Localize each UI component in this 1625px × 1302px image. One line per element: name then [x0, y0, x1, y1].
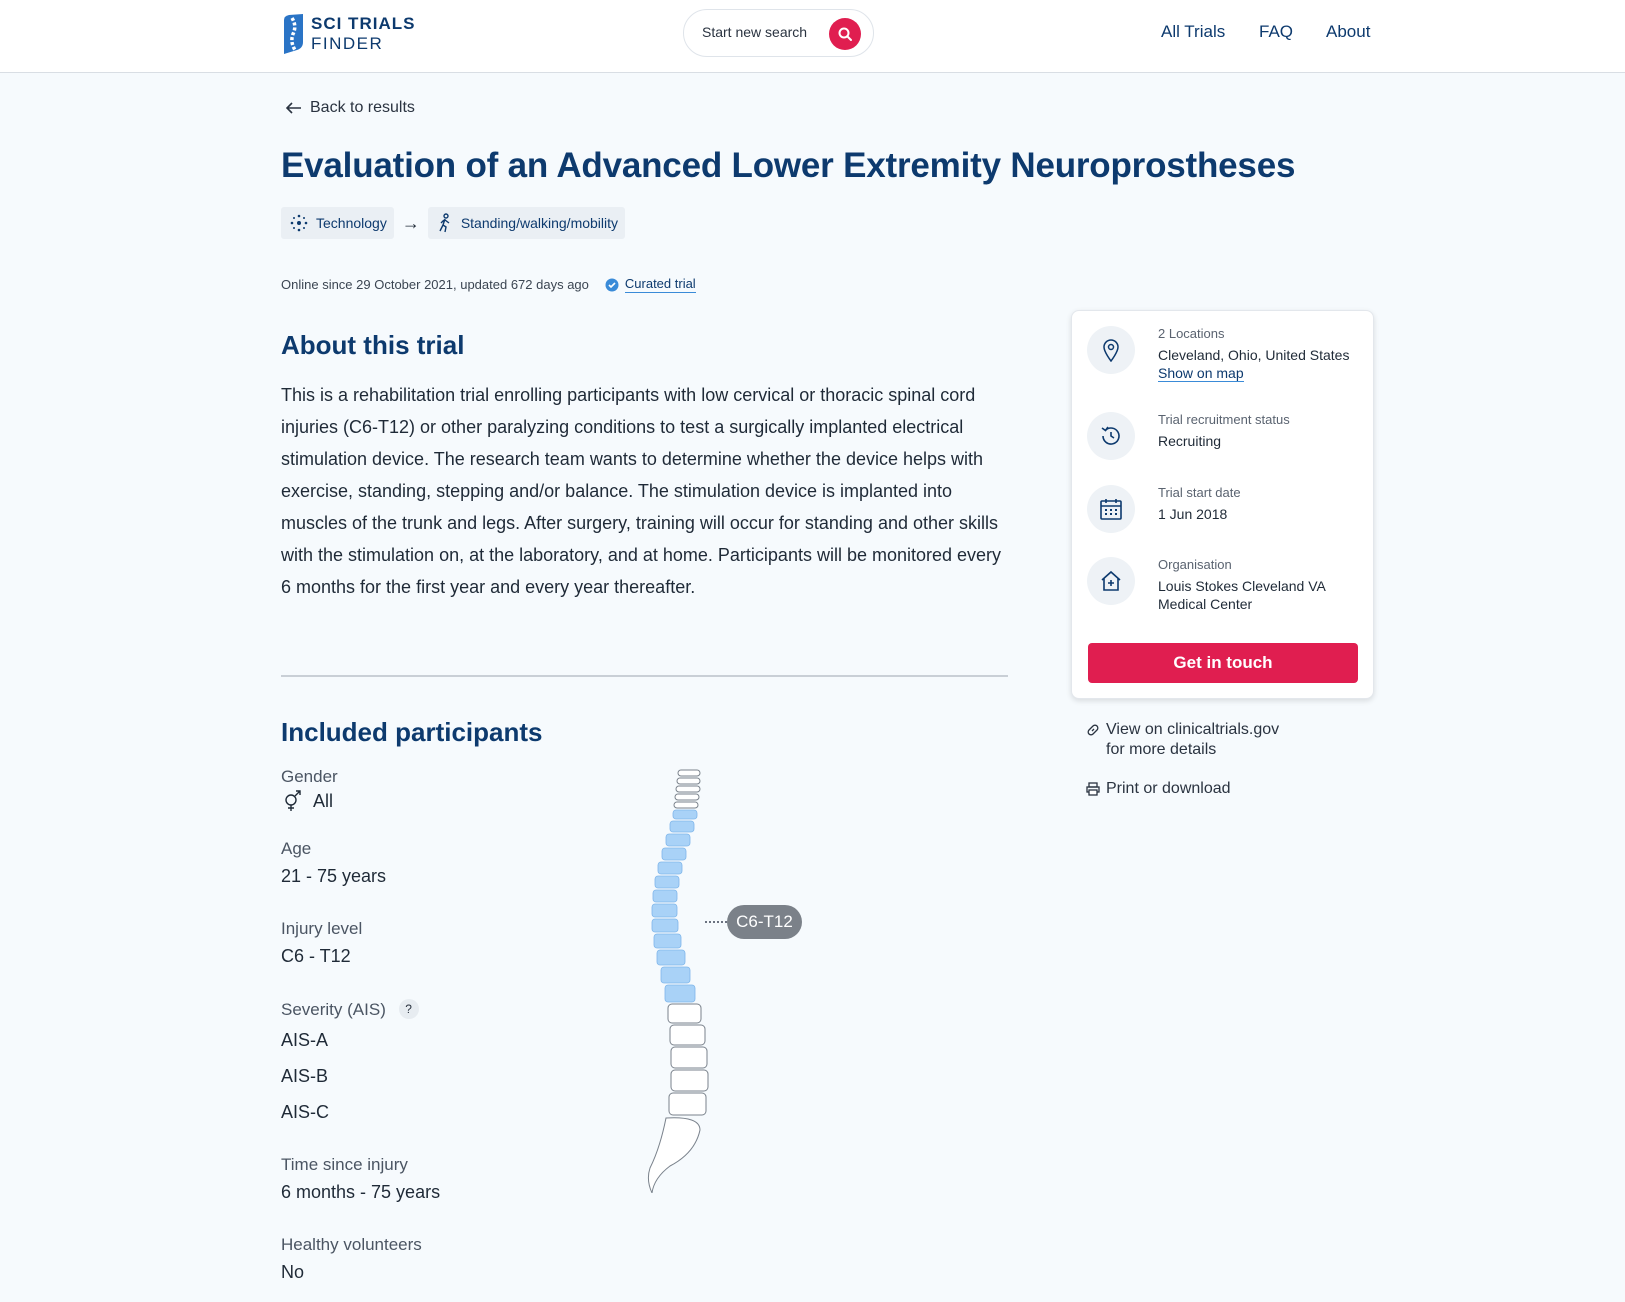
tag-technology-label: Technology: [316, 215, 387, 231]
locations-label: 2 Locations: [1158, 326, 1225, 341]
trial-summary-card: [1071, 310, 1374, 699]
healthy-volunteers-value: No: [281, 1262, 305, 1282]
search-label: Start new search: [702, 24, 808, 40]
included-participants-heading: Included participants: [281, 717, 543, 747]
healthy-volunteers-label: Healthy volunteers: [281, 1235, 422, 1254]
clinicaltrials-link[interactable]: [1086, 720, 1279, 760]
about-heading: About this trial: [281, 330, 465, 360]
severity-label: Severity (AIS): [281, 1000, 386, 1019]
start-date-item: [1087, 485, 1367, 533]
hospital-icon: [1087, 557, 1135, 605]
link-icon: [1086, 723, 1100, 737]
injury-level-label: Injury level: [281, 919, 363, 938]
injury-level-badge: C6-T12: [727, 905, 802, 939]
curated-trial-link[interactable]: [605, 276, 696, 293]
curated-trial-label: Curated trial: [624, 276, 696, 291]
organisation-label: Organisation: [1158, 557, 1232, 572]
start-date-value: 1 Jun 2018: [1158, 506, 1228, 522]
clinicaltrials-line1: View on clinicaltrials.gov: [1106, 721, 1280, 738]
gender-value-row: [281, 789, 333, 813]
get-in-touch-button[interactable]: Get in touch: [1088, 643, 1358, 683]
category-tags: [281, 207, 625, 239]
status-value: Recruiting: [1158, 433, 1222, 449]
spine-illustration: [640, 768, 740, 1193]
print-label: Print or download: [1106, 780, 1231, 797]
help-icon[interactable]: ?: [399, 999, 419, 1019]
site-logo[interactable]: [281, 14, 415, 54]
recruitment-status-item: [1087, 412, 1367, 460]
age-label: Age: [281, 839, 312, 858]
organisation-item: [1087, 557, 1367, 617]
section-divider: [281, 675, 1008, 677]
status-label: Trial recruitment status: [1158, 412, 1290, 427]
page-title: Evaluation of an Advanced Lower Extremity Neuroprostheses: [281, 146, 1296, 185]
online-since-text: Online since 29 October 2021, updated 672 days ago: [281, 277, 589, 292]
age-value: 21 - 75 years: [281, 866, 387, 886]
start-new-search-button[interactable]: [683, 9, 874, 57]
tag-technology[interactable]: [281, 207, 394, 239]
show-on-map-link[interactable]: Show on map: [1158, 365, 1244, 381]
search-icon[interactable]: [829, 18, 861, 50]
logo-line1: SCI TRIALS: [311, 14, 416, 33]
spine-logo-icon: [281, 14, 305, 54]
logo-line2: FINDER: [311, 34, 384, 53]
history-icon: [1087, 412, 1135, 460]
gender-value: All: [313, 790, 334, 811]
nav-faq[interactable]: FAQ: [1259, 22, 1294, 41]
technology-icon: [289, 213, 309, 233]
severity-label-row: [281, 999, 419, 1020]
arrow-right-icon: →: [401, 212, 420, 233]
time-since-injury-value: 6 months - 75 years: [281, 1182, 441, 1202]
severity-ais-c: AIS-C: [281, 1102, 330, 1122]
gender-label: Gender: [281, 767, 338, 786]
nav-all-trials[interactable]: All Trials: [1161, 22, 1226, 41]
nav-about[interactable]: About: [1326, 22, 1371, 41]
print-download-link[interactable]: [1086, 779, 1231, 799]
tag-standing-walking[interactable]: [428, 207, 625, 239]
locations-item: [1087, 326, 1367, 386]
severity-ais-a: AIS-A: [281, 1030, 329, 1050]
organisation-value: Louis Stokes Cleveland VA Medical Center: [1158, 578, 1326, 612]
clinicaltrials-line2: for more details: [1106, 741, 1217, 758]
printer-icon: [1086, 782, 1100, 796]
location-pin-icon: [1087, 326, 1135, 374]
start-date-label: Trial start date: [1158, 485, 1241, 500]
injury-level-value: C6 - T12: [281, 946, 351, 966]
trial-meta: [281, 276, 696, 293]
about-description: This is a rehabilitation trial enrolling participants with low cervical or thoracic spinal cord injuries (C6-T12) or other paralyzing conditions to test a surgically implanted electrical stimulation device. The research team wants to determine whether the device helps with exercise, standing, stepping and/or balance. The stimulation device is implanted into muscles of the trunk and legs. After surgery, training will occur for standing and other skills with the stimulation on, at the laboratory, and at home. Participants will be monitored every 6 months for the first year and every year thereafter.: [281, 385, 1002, 597]
severity-ais-b: AIS-B: [281, 1066, 329, 1086]
gender-icon: [281, 789, 305, 813]
locations-value: Cleveland, Ohio, United States: [1158, 347, 1350, 363]
walking-person-icon: [436, 213, 454, 233]
verified-badge-icon: [605, 278, 619, 292]
time-since-injury-label: Time since injury: [281, 1155, 408, 1174]
arrow-left-icon: [286, 102, 302, 114]
tag-standing-label: Standing/walking/mobility: [460, 215, 619, 231]
back-to-results-link[interactable]: [286, 99, 415, 117]
calendar-icon: [1087, 485, 1135, 533]
site-header: [0, 0, 1625, 73]
level-connector: [705, 921, 727, 923]
back-label: Back to results: [310, 99, 415, 116]
